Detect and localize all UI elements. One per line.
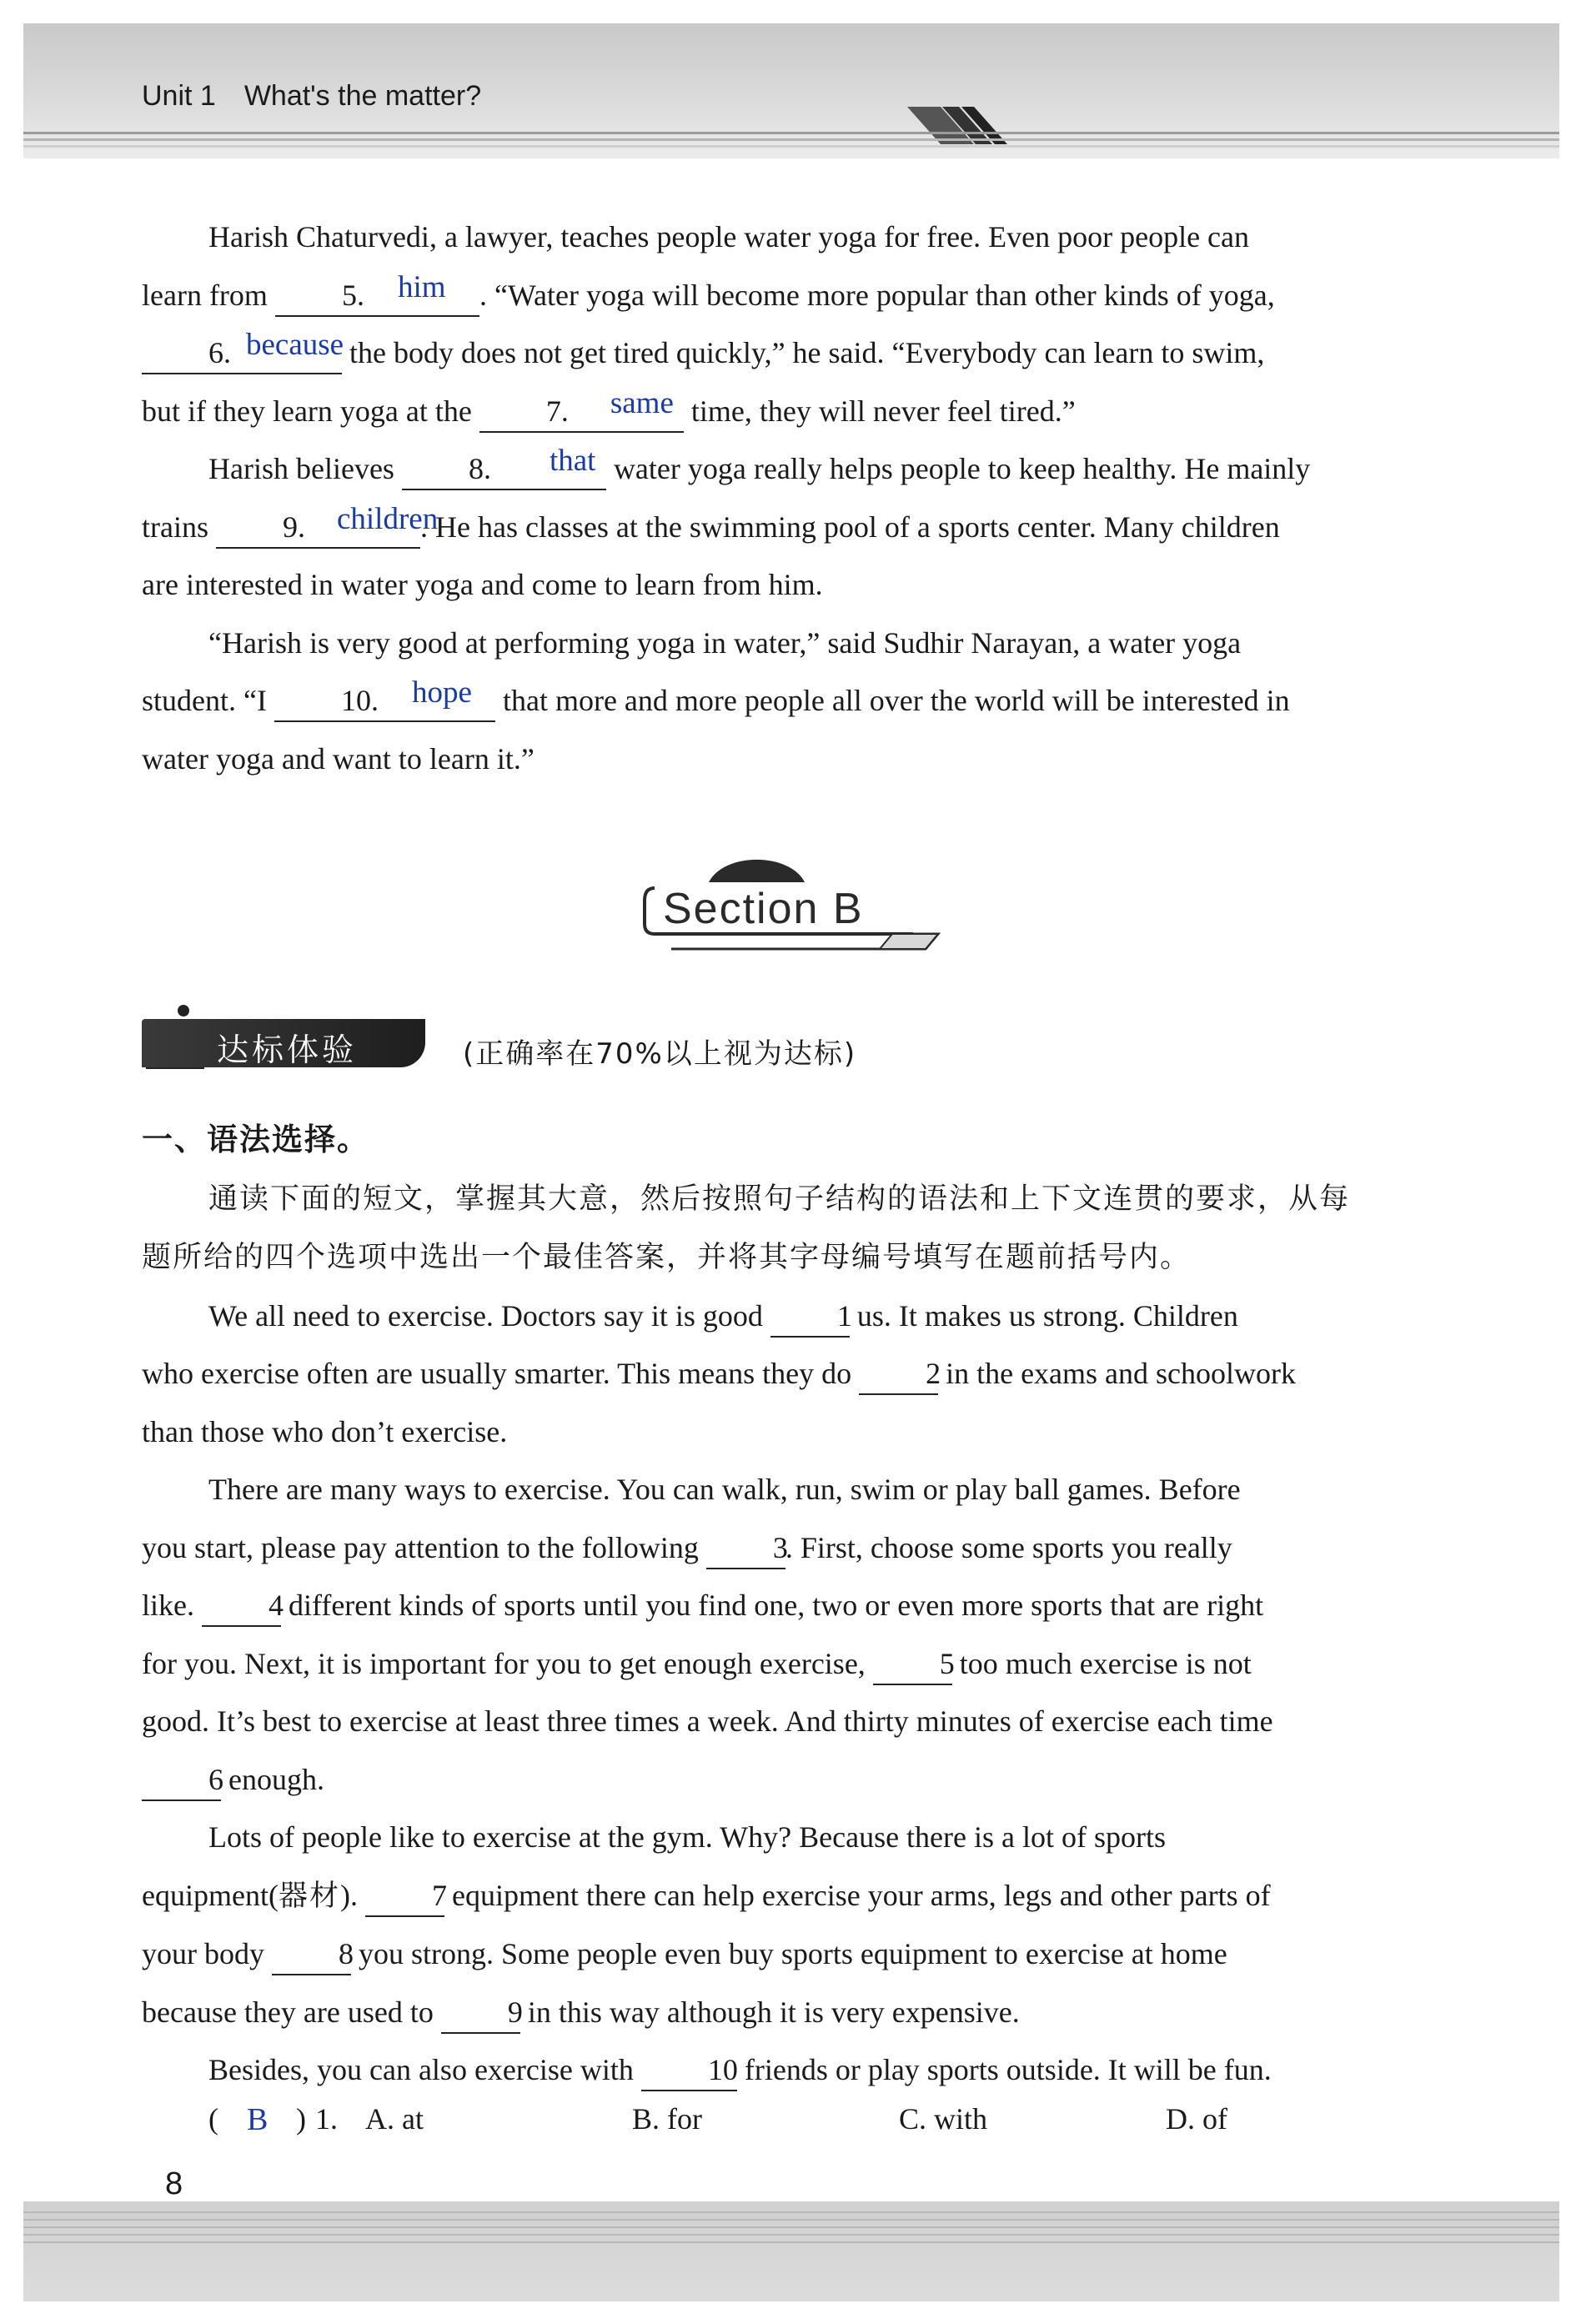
dabiao-note: (正确率在70%以上视为达标) bbox=[463, 1037, 857, 1071]
blank-8[interactable]: 8. that bbox=[402, 450, 606, 490]
question-1 bbox=[208, 2101, 1459, 2151]
reading-paragraph-2: Harish believes 8. that water yoga really helps people to keep healthy. He mainly trains 9. children. He has classes at the swimming pool of a sports center. Many children are interested in water yoga and come to learn from him. bbox=[142, 444, 1311, 601]
reading-paragraph-1: Harish Chaturvedi, a lawyer, teaches people water yoga for free. Even poor people can learn from 5. him . “Water yoga will become more popular than other kinds of yoga, 6. because the body does not get tired quickly,” he said. “Everybody can learn to swim, but if they learn yoga at the 7. same time, they will never feel tired.” bbox=[142, 208, 1447, 440]
grammar-paragraph-2: There are many ways to exercise. You can walk, run, swim or play ball games. Before you start, please pay attention to the following 3. First, choose some sports you really like. 4 different kinds of sports until you find one, two or even more sports that are right for you. Next, it is important for you to get enough exercise, 5 too much exercise is not good. It’s best to exercise at least three times a week. And thirty minutes of exercise each time 6 enough. bbox=[142, 1461, 1447, 1809]
grammar-paragraph-4: Besides, you can also exercise with 10 friends or play sports outside. It will be fun. bbox=[142, 2041, 1447, 2100]
grammar-blank-10[interactable]: 10 bbox=[641, 2051, 737, 2091]
header-rule bbox=[23, 132, 1559, 152]
q1-option-c[interactable]: C. with bbox=[899, 2102, 988, 2136]
grammar-blank-6[interactable]: 6 bbox=[142, 1761, 221, 1801]
grammar-blank-4[interactable]: 4 bbox=[202, 1587, 281, 1627]
header-title bbox=[142, 80, 481, 113]
grammar-blank-2[interactable]: 2 bbox=[859, 1355, 938, 1395]
q1-paren-open: ( bbox=[208, 2102, 218, 2136]
footer-rule bbox=[23, 2211, 1559, 2249]
reading-paragraph-3: “Harish is very good at performing yoga in water,” said Sudhir Narayan, a water yoga student. “I 10. hope that more and more people all over the world will be interested in water yoga and want to learn it.” bbox=[142, 625, 1290, 776]
dabiao-bar bbox=[142, 1001, 976, 1076]
grammar-section bbox=[142, 1111, 1447, 2100]
grammar-blank-7[interactable]: 7 bbox=[365, 1877, 444, 1917]
grammar-instructions: 通读下面的短文，掌握其大意，然后按照句子结构的语法和上下文连贯的要求，从每 题所给的四个选项中选出一个最佳答案，并将其字母编号填写在题前括号内。 bbox=[142, 1182, 1351, 1274]
reading-passage bbox=[142, 208, 1447, 788]
grammar-blank-9[interactable]: 9 bbox=[441, 1994, 520, 2034]
unit-title: What's the matter? bbox=[243, 80, 482, 112]
q1-paren-close: ) bbox=[296, 2102, 306, 2136]
grammar-blank-8[interactable]: 8 bbox=[272, 1935, 351, 1975]
page-footer bbox=[23, 2201, 1559, 2301]
grammar-blank-1[interactable]: 1 bbox=[770, 1298, 850, 1338]
page-number: 8 bbox=[165, 2166, 183, 2201]
grammar-paragraph-3: Lots of people like to exercise at the gym. Why? Because there is a lot of sports equipment(器材). 7 equipment there can help exercise your arms, legs and other parts of your body 8 you strong. Some people even buy sports equipment to exercise at home because they are used to 9 in this way although it is very expensive. bbox=[142, 1809, 1447, 2041]
dabiao-label: 达标体验 bbox=[217, 1031, 358, 1068]
blank-6[interactable]: 6. because bbox=[142, 334, 342, 374]
grammar-heading: 一、语法选择。 bbox=[142, 1122, 369, 1157]
blank-7[interactable]: 7. same bbox=[479, 393, 684, 433]
q1-answer[interactable]: B bbox=[247, 2102, 269, 2137]
q1-option-a[interactable]: A. at bbox=[365, 2102, 424, 2136]
blank-10[interactable]: 10. hope bbox=[274, 682, 495, 722]
blank-9[interactable]: 9. children bbox=[216, 509, 420, 549]
unit-label: Unit 1 bbox=[142, 80, 216, 112]
page-header bbox=[23, 23, 1559, 158]
grammar-blank-5[interactable]: 5 bbox=[873, 1645, 952, 1685]
q1-option-b[interactable]: B. for bbox=[632, 2102, 702, 2136]
section-b-label: Section B bbox=[663, 885, 864, 933]
section-b-badge bbox=[638, 851, 946, 959]
blank-5[interactable]: 5. him bbox=[275, 277, 479, 317]
grammar-paragraph-1: We all need to exercise. Doctors say it is good 1 us. It makes us strong. Children who exercise often are usually smarter. This means they do 2 in the exams and schoolwork than those who don’t exercise. bbox=[142, 1298, 1296, 1448]
grammar-blank-3[interactable]: 3 bbox=[706, 1529, 785, 1569]
q1-option-d[interactable]: D. of bbox=[1166, 2102, 1227, 2136]
q1-number: 1. bbox=[315, 2102, 338, 2136]
